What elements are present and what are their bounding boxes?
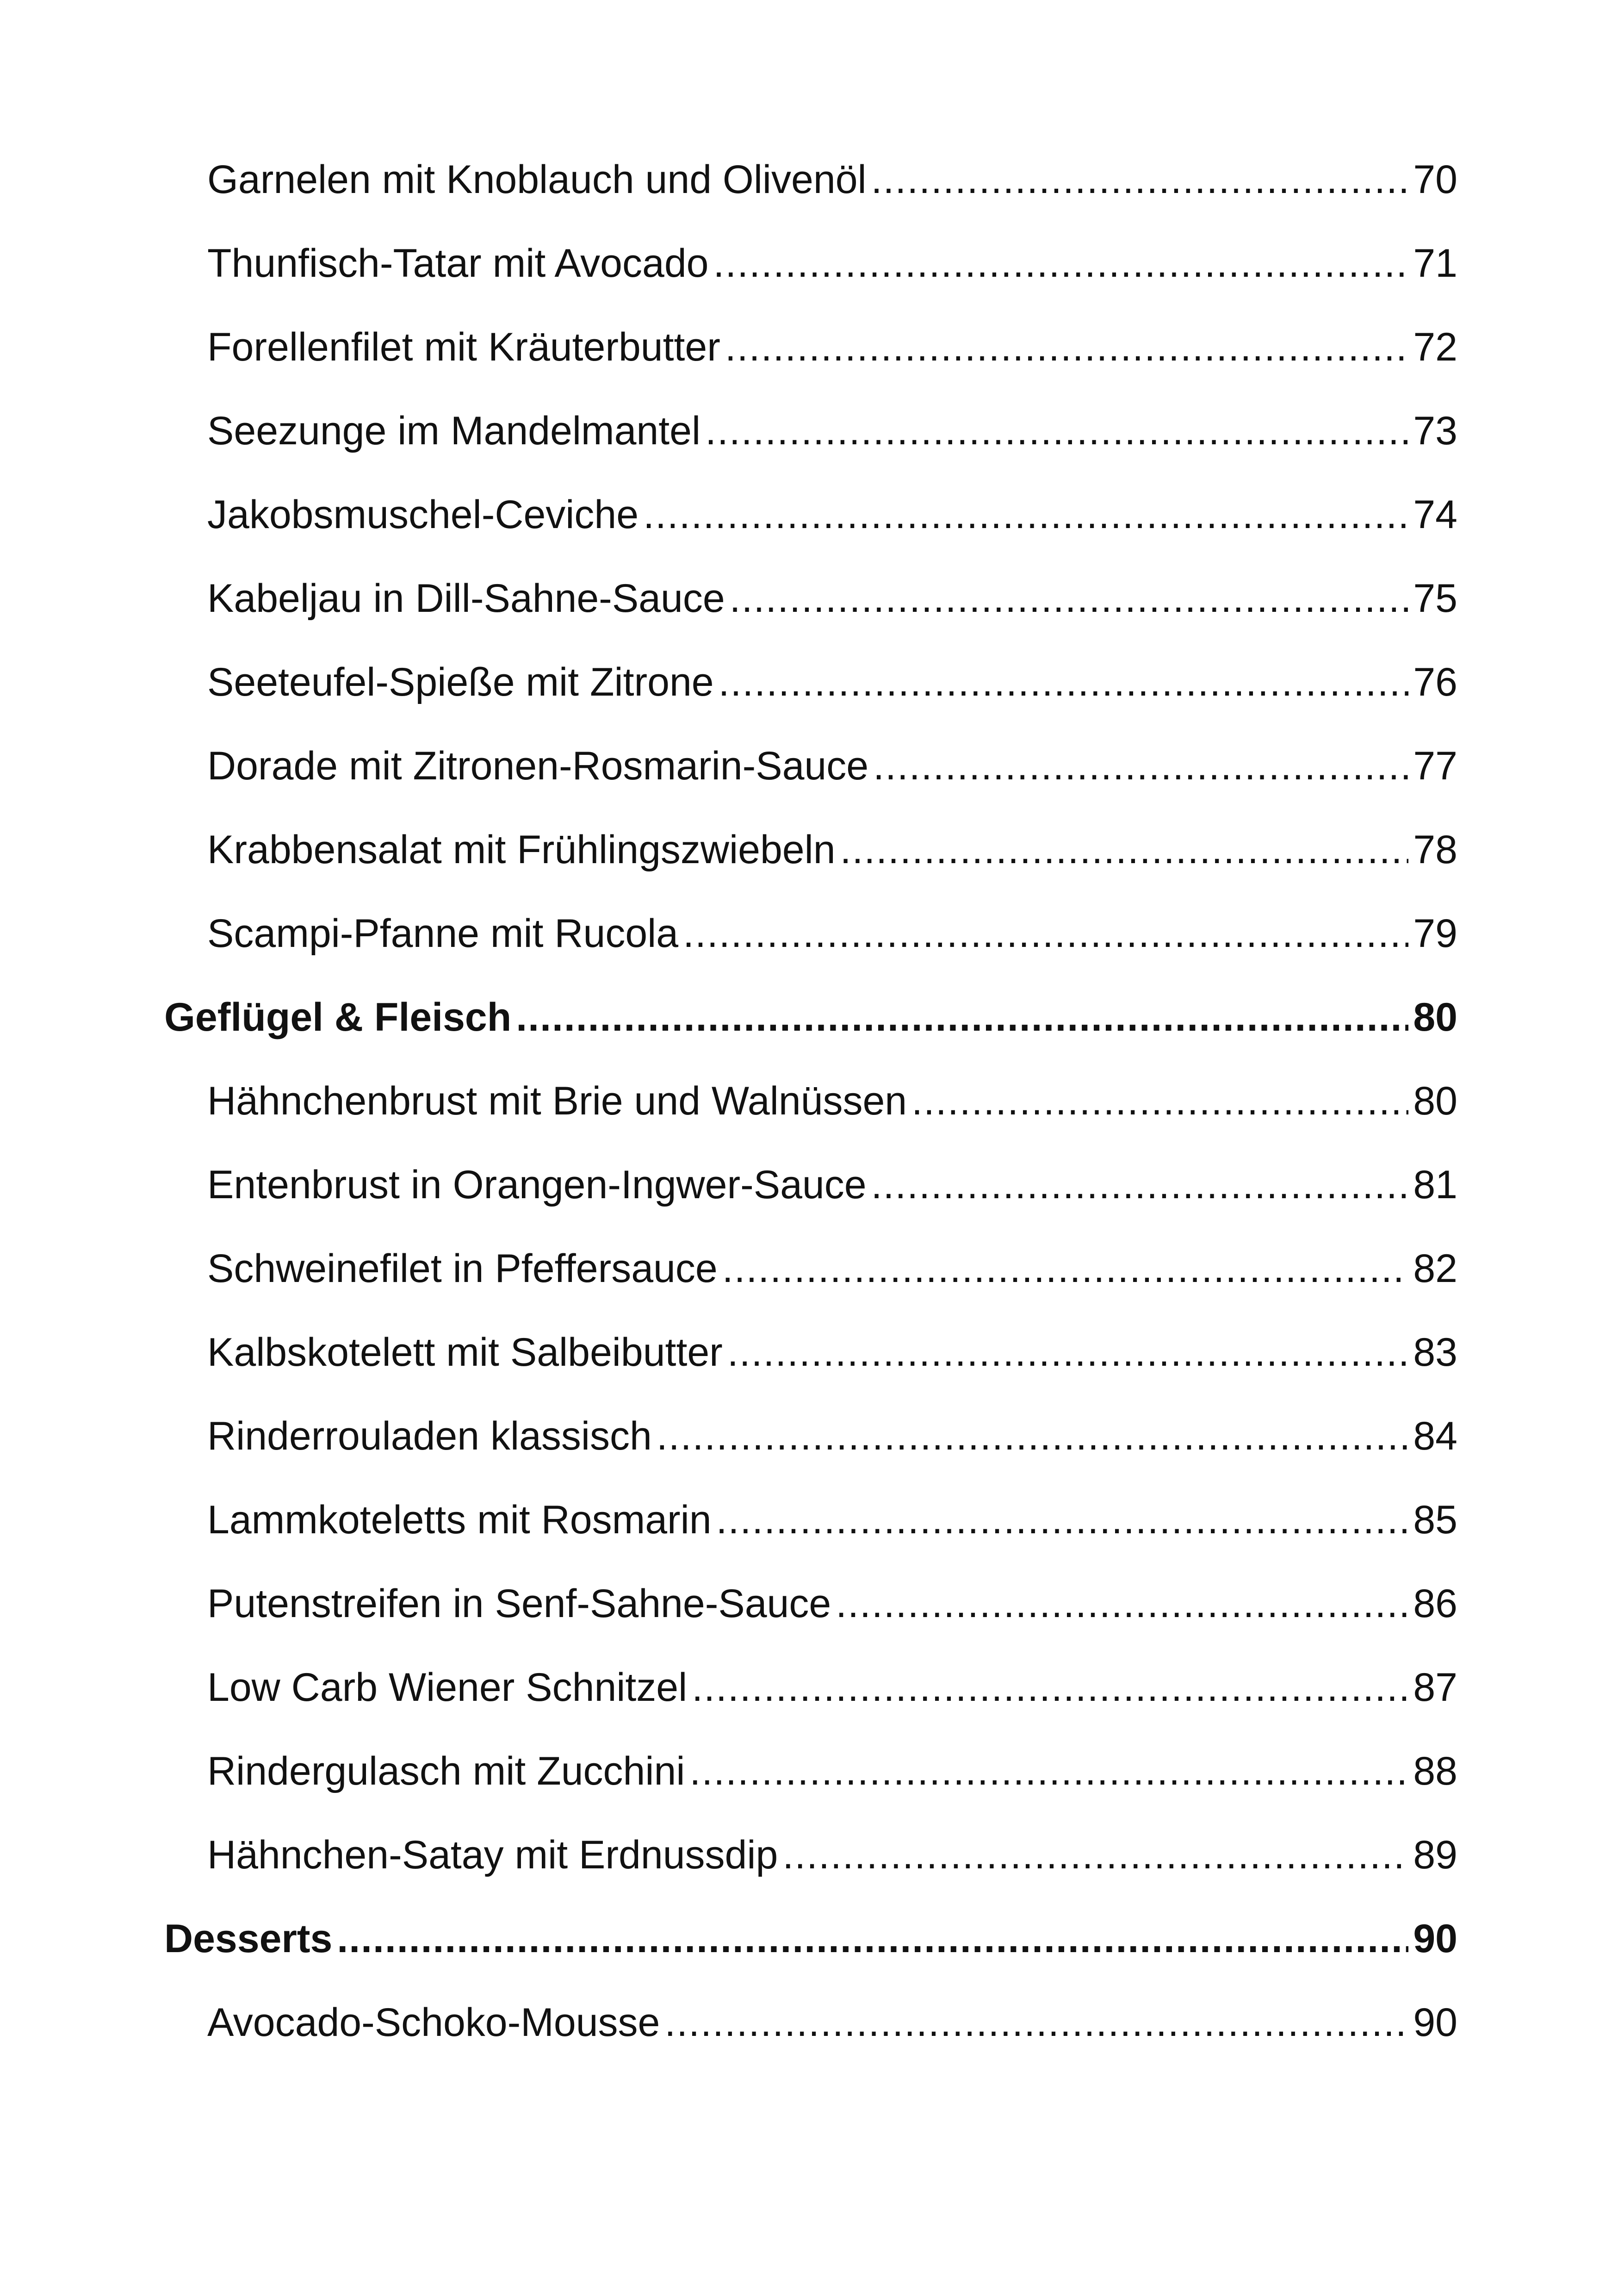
toc-page-number: 72 (1413, 325, 1457, 369)
toc-page-number: 86 (1413, 1581, 1457, 1626)
toc-entry-title: Garnelen mit Knoblauch und Olivenöl (207, 157, 867, 202)
toc-entry-row[interactable] (164, 1751, 1457, 1835)
dot-leader (692, 1668, 1408, 1707)
dot-leader (836, 1584, 1408, 1624)
dot-leader (871, 1165, 1409, 1205)
toc-entry-title: Jakobsmuschel-Ceviche (207, 492, 639, 537)
toc-entry-title: Schweinefilet in Pfeffersauce (207, 1246, 718, 1291)
toc-page-number: 83 (1413, 1330, 1457, 1375)
toc-page-number: 71 (1413, 241, 1457, 286)
toc-entry-row[interactable] (164, 1332, 1457, 1416)
toc-page-number: 74 (1413, 492, 1457, 537)
toc-page-number: 81 (1413, 1163, 1457, 1207)
toc-entry-title: Rindergulasch mit Zucchini (207, 1749, 685, 1793)
dot-leader (657, 1416, 1409, 1456)
toc-entry-row[interactable] (164, 411, 1457, 495)
toc-page-number: 90 (1413, 2000, 1457, 2045)
toc-entry-title: Rinderrouladen klassisch (207, 1414, 652, 1458)
toc-entry-row[interactable] (164, 1581, 1457, 1668)
toc-entry-title: Hähnchen-Satay mit Erdnussdip (207, 1833, 778, 1877)
toc-entry-title: Krabbensalat mit Frühlingszwiebeln (207, 828, 836, 872)
toc-page-number: 70 (1413, 157, 1457, 202)
toc-entry-row[interactable] (164, 662, 1457, 746)
dot-leader (871, 160, 1409, 199)
toc-entry-title: Low Carb Wiener Schnitzel (207, 1665, 688, 1710)
dot-leader (516, 997, 1408, 1037)
toc-page-number: 76 (1413, 660, 1457, 704)
dot-leader (840, 830, 1409, 870)
toc-page-number: 84 (1413, 1414, 1457, 1458)
toc-entry-title: Lammkoteletts mit Rosmarin (207, 1498, 712, 1542)
toc-entry-title: Seezunge im Mandelmantel (207, 409, 701, 453)
toc-entry-title: Geflügel & Fleisch (164, 995, 512, 1039)
toc-entry-title: Dorade mit Zitronen-Rosmarin-Sauce (207, 744, 869, 788)
toc-entry-title: Thunfisch-Tatar mit Avocado (207, 241, 709, 286)
toc-entry-title: Entenbrust in Orangen-Ingwer-Sauce (207, 1163, 867, 1207)
toc-page-number: 78 (1413, 828, 1457, 872)
toc-page-number: 87 (1413, 1665, 1457, 1710)
toc-entry-row[interactable] (164, 1246, 1457, 1332)
toc-page-number: 82 (1413, 1246, 1457, 1291)
toc-entry-title: Forellenfilet mit Kräuterbutter (207, 325, 720, 369)
dot-leader (911, 1081, 1408, 1121)
dot-leader (689, 1751, 1408, 1791)
toc-page-number: 79 (1413, 911, 1457, 956)
dot-leader (664, 2003, 1408, 2042)
toc-entry-title: Scampi-Pfanne mit Rucola (207, 911, 679, 956)
toc-entry-row[interactable] (164, 576, 1457, 662)
toc-page-number: 80 (1413, 1079, 1457, 1123)
toc-entry-title: Kabeljau in Dill-Sahne-Sauce (207, 576, 725, 621)
toc-page-number: 85 (1413, 1498, 1457, 1542)
dot-leader (719, 662, 1409, 702)
toc-page-number: 88 (1413, 1749, 1457, 1793)
dot-leader (730, 579, 1409, 618)
toc-entry-row[interactable] (164, 830, 1457, 914)
toc-entry-row[interactable] (164, 1081, 1457, 1165)
table-of-contents (164, 157, 1457, 2086)
toc-entry-row[interactable] (164, 1165, 1457, 1249)
dot-leader (716, 1500, 1409, 1540)
toc-page-number: 77 (1413, 744, 1457, 788)
toc-entry-row[interactable] (164, 746, 1457, 830)
dot-leader (727, 1332, 1409, 1372)
toc-entry-row[interactable] (164, 1500, 1457, 1584)
dot-leader (643, 495, 1408, 535)
toc-entry-row[interactable] (164, 2000, 1457, 2086)
toc-entry-row[interactable] (164, 1665, 1457, 1751)
toc-section-row[interactable] (164, 1916, 1457, 2003)
toc-page-number: 90 (1413, 1916, 1457, 1961)
toc-entry-row[interactable] (164, 1835, 1457, 1919)
dot-leader (782, 1835, 1408, 1875)
dot-leader (722, 1249, 1409, 1288)
toc-section-row[interactable] (164, 997, 1457, 1081)
toc-entry-row[interactable] (164, 243, 1457, 327)
toc-entry-row[interactable] (164, 492, 1457, 579)
toc-page-number: 73 (1413, 409, 1457, 453)
dot-leader (873, 746, 1408, 786)
toc-page-number: 80 (1413, 995, 1457, 1039)
toc-entry-title: Desserts (164, 1916, 333, 1961)
toc-page-number: 89 (1413, 1833, 1457, 1877)
dot-leader (337, 1919, 1408, 1959)
dot-leader (713, 243, 1408, 283)
toc-entry-row[interactable] (164, 327, 1457, 411)
dot-leader (705, 411, 1408, 451)
toc-entry-row[interactable] (164, 1416, 1457, 1500)
toc-entry-row[interactable] (164, 911, 1457, 997)
toc-entry-title: Hähnchenbrust mit Brie und Walnüssen (207, 1079, 907, 1123)
dot-leader (725, 327, 1408, 367)
toc-entry-title: Seeteufel-Spieße mit Zitrone (207, 660, 714, 704)
toc-page-number: 75 (1413, 576, 1457, 621)
toc-entry-title: Putenstreifen in Senf-Sahne-Sauce (207, 1581, 831, 1626)
toc-entry-title: Kalbskotelett mit Salbeibutter (207, 1330, 723, 1375)
toc-entry-title: Avocado-Schoko-Mousse (207, 2000, 660, 2045)
dot-leader (683, 914, 1408, 953)
toc-entry-row[interactable] (164, 157, 1457, 243)
